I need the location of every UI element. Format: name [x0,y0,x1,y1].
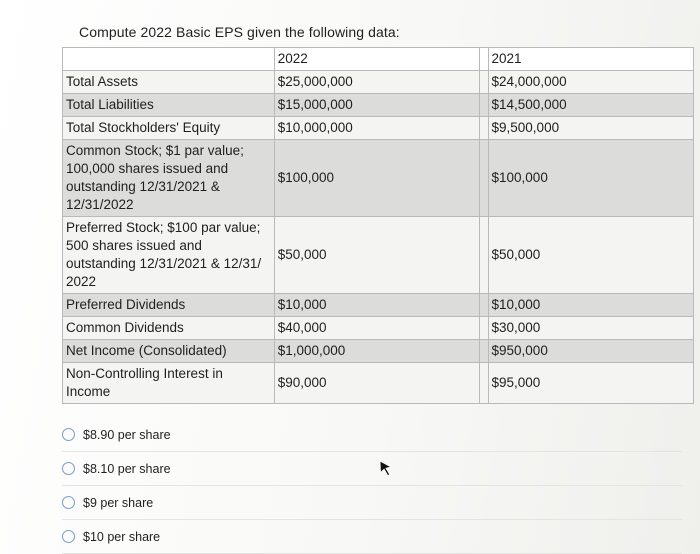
row-gap [480,294,488,317]
row-label: Common Dividends [63,317,275,340]
row-gap [480,94,488,117]
row-value-2021: $100,000 [488,140,693,217]
row-value-2021: $30,000 [488,317,693,340]
answer-label: $8.90 per share [83,427,171,442]
header-gap [480,48,488,71]
answer-option-4[interactable] [62,520,682,554]
row-value-2021: $9,500,000 [488,117,693,140]
answer-label: $10 per share [83,529,161,544]
row-value-2022: $10,000 [274,294,479,317]
row-gap [480,217,488,294]
row-value-2021: $950,000 [488,340,693,363]
row-value-2022: $25,000,000 [274,71,479,94]
table-row [63,140,694,217]
answer-options [62,418,682,554]
data-table [62,47,694,404]
radio-icon[interactable] [62,428,75,441]
row-label: Non-Controlling Interest in Income [63,363,275,404]
row-value-2022: $10,000,000 [274,117,479,140]
table-row [63,294,694,317]
row-label: Preferred Stock; $100 par value; 500 shares issued and outstanding 12/31/2021 & 12/31/ 2022 [63,217,275,294]
mouse-cursor-icon [377,459,395,477]
row-label: Total Liabilities [63,94,275,117]
table-row [63,94,694,117]
table-row [63,217,694,294]
row-value-2022: $50,000 [274,217,479,294]
answer-label: $8.10 per share [83,461,171,476]
row-gap [480,340,488,363]
row-label: Total Stockholders' Equity [63,117,275,140]
row-value-2022: $90,000 [274,363,479,404]
row-gap [480,140,488,217]
table-row [63,317,694,340]
table-row [63,117,694,140]
row-value-2021: $50,000 [488,217,693,294]
table-header-empty [63,48,275,71]
row-gap [480,117,488,140]
row-value-2021: $14,500,000 [488,94,693,117]
header-2022: 2022 [274,48,479,71]
question-text: Compute 2022 Basic EPS given the following data: [79,24,400,40]
row-value-2021: $24,000,000 [488,71,693,94]
answer-option-2[interactable] [62,452,682,486]
radio-icon[interactable] [62,496,75,509]
row-label: Preferred Dividends [63,294,275,317]
row-gap [480,363,488,404]
row-gap [480,71,488,94]
row-label: Common Stock; $1 par value; 100,000 shares issued and outstanding 12/31/2021 & 12/31/2022 [63,140,275,217]
radio-icon[interactable] [62,462,75,475]
row-value-2022: $1,000,000 [274,340,479,363]
answer-label: $9 per share [83,495,154,510]
row-value-2022: $15,000,000 [274,94,479,117]
header-2021: 2021 [488,48,693,71]
row-value-2021: $95,000 [488,363,693,404]
radio-icon[interactable] [62,530,75,543]
row-gap [480,317,488,340]
table-row [63,363,694,404]
row-label: Net Income (Consolidated) [63,340,275,363]
row-label: Total Assets [63,71,275,94]
row-value-2021: $10,000 [488,294,693,317]
table-header-row [63,48,694,71]
row-value-2022: $40,000 [274,317,479,340]
answer-option-1[interactable] [62,418,682,452]
answer-option-3[interactable] [62,486,682,520]
table-row [63,340,694,363]
row-value-2022: $100,000 [274,140,479,217]
table-row [63,71,694,94]
